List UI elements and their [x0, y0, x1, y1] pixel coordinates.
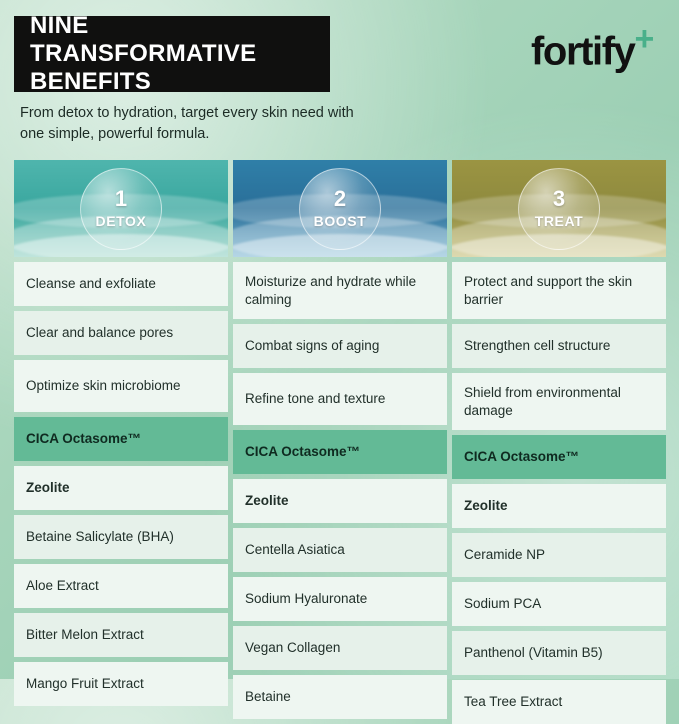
benefit-cell: Strengthen cell structure — [452, 324, 666, 368]
key-ingredient-cell: Zeolite — [14, 466, 228, 510]
benefit-cell: Protect and support the skin barrier — [452, 262, 666, 319]
ingredient-cell: Ceramide NP — [452, 533, 666, 577]
ingredient-cell: Mango Fruit Extract — [14, 662, 228, 706]
column-treat — [452, 160, 666, 724]
column-header-boost — [233, 160, 447, 257]
column-header-treat — [452, 160, 666, 257]
ingredient-cell: Betaine Salicylate (BHA) — [14, 515, 228, 559]
column-number: 3 — [552, 186, 566, 211]
bubble-icon — [299, 168, 381, 250]
ingredient-cell: Aloe Extract — [14, 564, 228, 608]
page-title-line-2: BENEFITS — [30, 67, 152, 95]
column-detox — [14, 160, 228, 724]
column-label: BOOST — [313, 213, 367, 229]
benefit-cell: Optimize skin microbiome — [14, 360, 228, 412]
ingredient-cell: Panthenol (Vitamin B5) — [452, 631, 666, 675]
bubble-icon — [518, 168, 600, 250]
ingredient-cell: Vegan Collagen — [233, 626, 447, 670]
column-label: TREAT — [534, 213, 584, 229]
key-ingredient-cell: CICA Octasome™ — [452, 435, 666, 479]
key-ingredient-cell: Zeolite — [452, 484, 666, 528]
brand-logo-text: fortify — [531, 29, 635, 74]
page-title — [14, 12, 330, 95]
key-ingredient-cell: CICA Octasome™ — [233, 430, 447, 474]
benefit-cell: Combat signs of aging — [233, 324, 447, 368]
benefit-cell: Moisturize and hydrate while calming — [233, 262, 447, 319]
benefit-cell: Cleanse and exfoliate — [14, 262, 228, 306]
ingredient-cell: Betaine — [233, 675, 447, 719]
benefit-cell: Clear and balance pores — [14, 311, 228, 355]
benefit-cell: Shield from environmental damage — [452, 373, 666, 430]
column-number: 2 — [333, 186, 347, 211]
page-subtitle: From detox to hydration, target every skin need with one simple, powerful formula. — [20, 105, 354, 143]
page-title-line-1: NINE TRANSFORMATIVE — [30, 12, 257, 68]
column-boost — [233, 160, 447, 724]
column-label: DETOX — [95, 213, 147, 229]
ingredient-cell: Sodium PCA — [452, 582, 666, 626]
ingredient-cell: Sodium Hyaluronate — [233, 577, 447, 621]
brand-plus-icon: + — [634, 20, 653, 58]
key-ingredient-cell: Zeolite — [233, 479, 447, 523]
ingredient-cell: Bitter Melon Extract — [14, 613, 228, 657]
brand-logo — [531, 20, 653, 74]
bubble-icon — [80, 168, 162, 250]
benefits-table — [14, 160, 666, 724]
column-number: 1 — [114, 186, 128, 211]
column-header-detox — [14, 160, 228, 257]
header — [0, 0, 679, 150]
key-ingredient-cell: CICA Octasome™ — [14, 417, 228, 461]
ingredient-cell: Centella Asiatica — [233, 528, 447, 572]
ingredient-cell: Tea Tree Extract — [452, 680, 666, 724]
benefit-cell: Refine tone and texture — [233, 373, 447, 425]
